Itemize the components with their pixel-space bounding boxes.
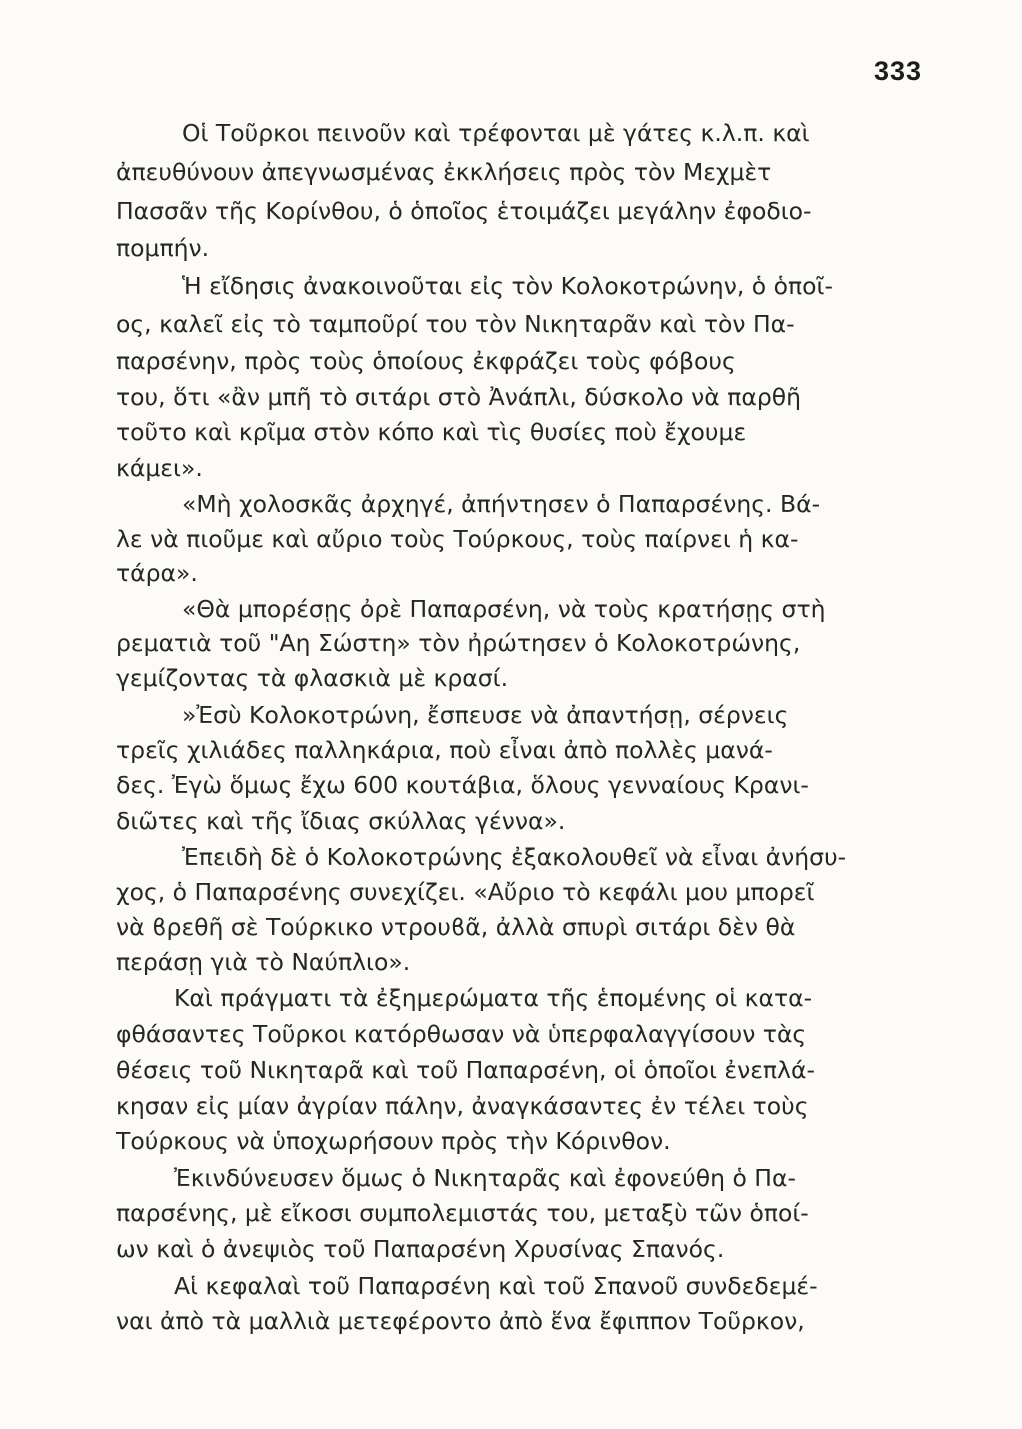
text-line: Καὶ πράγματι τὰ ἐξημερώματα τῆς ἑπομένης οἱ κατα- [174,984,813,1012]
text-line: Ἐπειδὴ δὲ ὁ Κολοκοτρώνης ἐξακολουθεῖ νὰ εἶναι ἀνήσυ- [182,843,847,871]
text-line: τοῦτο καὶ κρῖμα στὸν κόπο καὶ τὶς θυσίες ποὺ ἔχουμε [116,418,747,446]
text-line: «Θὰ μπορέσῃς ὀρὲ Παπαρσένη, νὰ τοὺς κρατήσῃς στὴ [182,595,826,623]
text-line: Ἐκινδύνευσεν ὅμως ὁ Νικηταρᾶς καὶ ἐφονεύθη ὁ Πα- [174,1164,796,1192]
text-line: νὰ ϐρεθῆ σὲ Τούρκικο ντρουϐᾶ, ἀλλὰ σπυρὶ σιτάρι δὲν θὰ [116,913,796,941]
text-line: Πασσᾶν τῆς Κορίνθου, ὁ ὁποῖος ἑτοιμάζει μεγάλην ἐφοδιο- [116,197,812,225]
text-line: Αἱ κεφαλαὶ τοῦ Παπαρσένη καὶ τοῦ Σπανοῦ συνδεδεμέ- [174,1272,818,1300]
text-line: χος, ὁ Παπαρσένης συνεχίζει. «Αὔριο τὸ κεφάλι μου μπορεῖ [116,878,815,906]
text-line: ος, καλεῖ εἰς τὸ ταμποῦρί του τὸν Νικηταρᾶν καὶ τὸν Πα- [116,310,795,338]
text-line: «Μὴ χολοσκᾶς ἀρχηγέ, ἀπήντησεν ὁ Παπαρσένης. Βά- [182,490,821,518]
text-line: φθάσαντες Τοῦρκοι κατόρθωσαν νὰ ὑπερφαλαγγίσουν τὰς [116,1020,807,1048]
text-line: διῶτες καὶ τῆς ἴδιας σκύλλας γέννα». [116,807,566,835]
text-line: »Ἐσὺ Κολοκοτρώνη, ἔσπευσε νὰ ἀπαντήσῃ, σέρνεις [182,701,789,729]
text-line: θέσεις τοῦ Νικηταρᾶ καὶ τοῦ Παπαρσένη, οἱ ὁποῖοι ἐνεπλά- [116,1056,815,1084]
text-line: ων καὶ ὁ ἀνεψιὸς τοῦ Παπαρσένη Χρυσίνας Σπανός. [116,1235,725,1263]
text-line: τρεῖς χιλιάδες παλληκάρια, ποὺ εἶναι ἀπὸ πολλὲς μανά- [116,736,773,764]
text-line: Τούρκους νὰ ὑποχωρήσουν πρὸς τὴν Κόρινθον. [116,1127,671,1155]
text-line: Ἡ εἴδησις ἀνακοινοῦται εἰς τὸν Κολοκοτρώνην, ὁ ὁποῖ- [182,272,833,300]
text-line: Οἱ Τοῦρκοι πεινοῦν καὶ τρέφονται μὲ γάτες κ.λ.π. καὶ [182,119,810,147]
text-line: πομπήν. [116,234,210,262]
text-line: δες. Ἐγὼ ὅμως ἔχω 600 κουτάβια, ὅλους γενναίους Κρανι- [116,771,809,799]
text-line: κάμει». [116,454,203,482]
page-number: 333 [874,56,923,86]
text-line: του, ὅτι «ἂν μπῆ τὸ σιτάρι στὸ Ἀνάπλι, δύσκολο νὰ παρθῆ [116,383,802,411]
text-line: ρεματιὰ τοῦ "Αη Σώστη» τὸν ἠρώτησεν ὁ Κολοκοτρώνης, [116,629,801,657]
text-line: παρσένην, πρὸς τοὺς ὁποίους ἐκφράζει τοὺς φόβους [116,347,736,375]
text-line: ἀπευθύνουν ἀπεγνωσμένας ἐκκλήσεις πρὸς τὸν Μεχμὲτ [116,158,772,186]
text-line: τάρα». [116,559,198,587]
text-line: ναι ἀπὸ τὰ μαλλιὰ μετεφέροντο ἀπὸ ἕνα ἔφιππον Τοῦρκον, [116,1307,805,1335]
text-line: γεμίζοντας τὰ φλασκιὰ μὲ κρασί. [116,664,509,692]
text-line: κησαν εἰς μίαν ἀγρίαν πάλην, ἀναγκάσαντες ἐν τέλει τοὺς [116,1092,809,1120]
text-line: παρσένης, μὲ εἴκοσι συμπολεμιστάς του, μεταξὺ τῶν ὁποί- [116,1199,809,1227]
text-line: λε νὰ πιοῦμε καὶ αὔριο τοὺς Τούρκους, τοὺς παίρνει ἡ κα- [116,525,799,553]
text-line: περάσῃ γιὰ τὸ Ναύπλιο». [116,948,411,976]
